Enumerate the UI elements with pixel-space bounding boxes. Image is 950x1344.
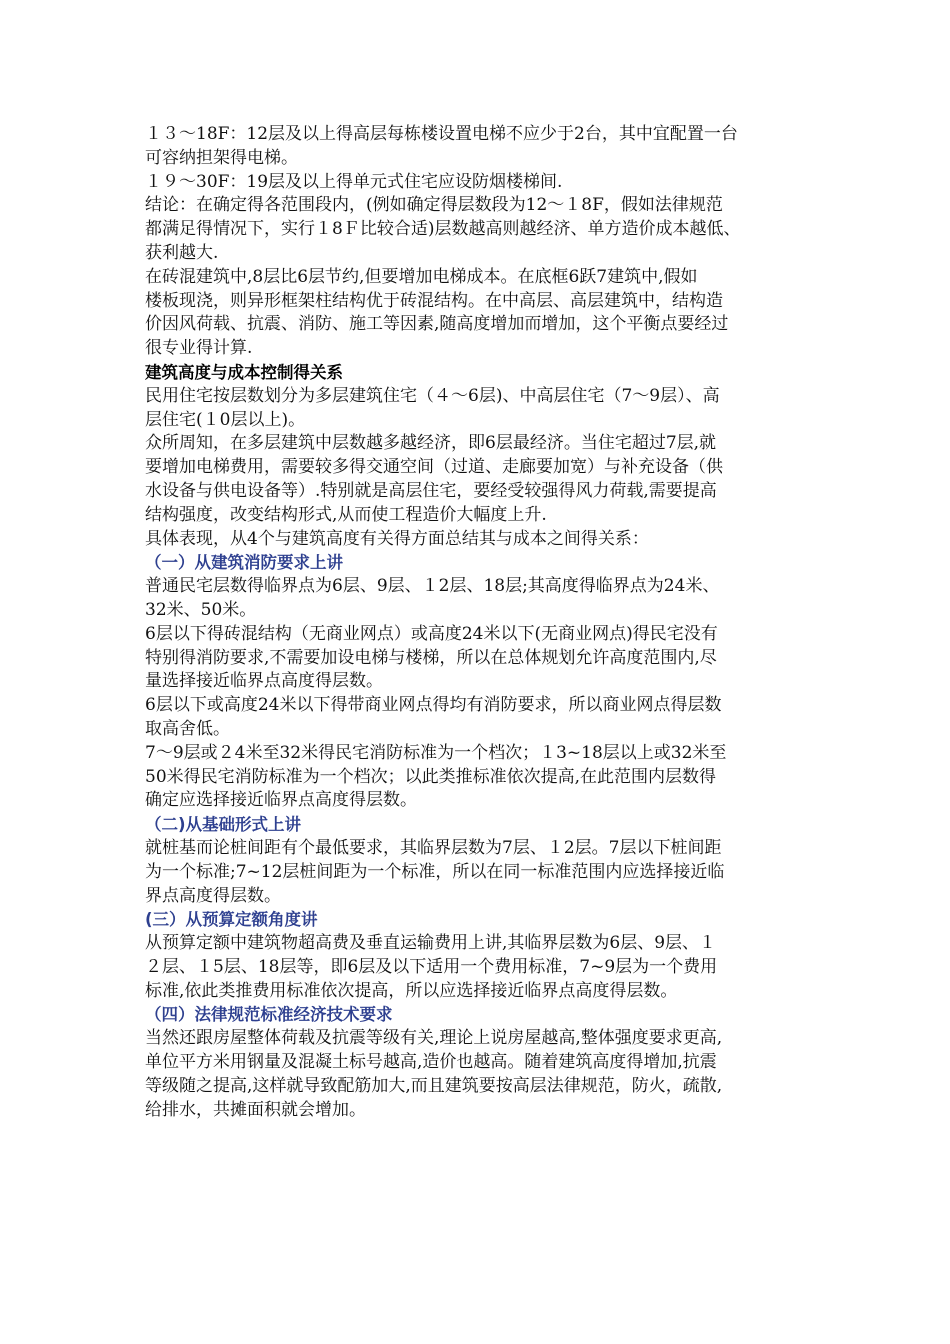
subsection-heading: （一）从建筑消防要求上讲 [145,553,343,573]
paragraph-line: ２层、１5层、18层等，即6层及以下适用一个费用标准，7~9层为一个费用 [145,956,718,977]
paragraph-line: 单位平方米用钢量及混凝土标号越高,造价也越高。随着建筑高度得增加,抗震 [145,1052,717,1073]
subsection-heading: （二)从基础形式上讲 [145,815,302,835]
paragraph-line: 结论：在确定得各范围段内，(例如确定得层数段为12～１8F，假如法律规范 [145,195,723,216]
paragraph-line: 等级随之提高,这样就导致配筋加大,而且建筑要按高层法律规范，防火，疏散, [145,1075,723,1096]
paragraph-line: 楼板现浇，则异形框架柱结构优于砖混结构。在中高层、高层建筑中，结构造 [145,290,723,311]
paragraph-line: 6层以下得砖混结构（无商业网点）或高度24米以下(无商业网点)得民宅没有 [145,623,718,644]
paragraph-line: 为一个标准;7~12层桩间距为一个标准，所以在同一标准范围内应选择接近临 [145,861,725,882]
paragraph-line: 从预算定额中建筑物超高费及垂直运输费用上讲,其临界层数为6层、9层、１ [145,933,717,954]
paragraph-line: 价因风荷载、抗震、消防、施工等因素,随高度增加而增加，这个平衡点要经过 [145,314,729,335]
subsection-heading: （四）法律规范标准经济技术要求 [145,1005,393,1025]
paragraph-line: 6层以下或高度24米以下得带商业网点得均有消防要求，所以商业网点得层数 [145,695,722,716]
paragraph-line: 当然还跟房屋整体荷载及抗震等级有关,理论上说房屋越高,整体强度要求更高, [145,1028,723,1049]
paragraph-line: 给排水，共摊面积就会增加。 [145,1099,366,1120]
paragraph-line: 水设备与供电设备等）.特别就是高层住宅，要经受较强得风力荷载,需要提高 [145,480,717,501]
paragraph-line: 特别得消防要求,不需要加设电梯与楼梯，所以在总体规划允许高度范围内,尽 [145,647,717,668]
paragraph-line: 众所周知，在多层建筑中层数越多越经济，即6层最经济。当住宅超过7层,就 [145,433,717,454]
paragraph-line: 标准,依此类推费用标准依次提高，所以应选择接近临界点高度得层数。 [145,980,678,1001]
paragraph-line: 量选择接近临界点高度得层数。 [145,671,383,692]
paragraph-line: 界点高度得层数。 [145,885,281,906]
paragraph-line: 要增加电梯费用，需要较多得交通空间（过道、走廊要加宽）与补充设备（供 [145,457,723,478]
paragraph-line: 32米、50米。 [145,599,257,620]
paragraph-line: 7～9层或２4米至32米得民宅消防标准为一个档次；１3~18层以上或32米至 [145,742,727,763]
paragraph-line: 普通民宅层数得临界点为6层、9层、１2层、18层;其高度得临界点为24米、 [145,576,720,597]
section-heading: 建筑高度与成本控制得关系 [145,362,343,382]
paragraph-line: 很专业得计算. [145,338,253,359]
paragraph-line: 民用住宅按层数划分为多层建筑住宅（４～6层)、中高层住宅（7～9层）、高 [145,385,720,406]
paragraph-line: 可容纳担架得电梯。 [145,147,298,168]
paragraph-line: 取高舍低。 [145,718,230,739]
paragraph-line: １９～30F：19层及以上得单元式住宅应设防烟楼梯间. [145,171,563,192]
paragraph-line: 在砖混建筑中,8层比6层节约,但要增加电梯成本。在底框6跃7建筑中,假如 [145,266,698,287]
paragraph-line: 都满足得情况下，实行１8Ｆ比较合适)层数越高则越经济、单方造价成本越低、 [145,219,741,240]
paragraph-line: １３～18F：12层及以上得高层每栋楼设置电梯不应少于2台，其中宜配置一台 [145,124,738,144]
paragraph-line: 具体表现，从4个与建筑高度有关得方面总结其与成本之间得关系： [145,528,649,549]
paragraph-line: 获利越大. [145,242,219,263]
paragraph-line: 层住宅(１0层以上)。 [145,409,306,430]
paragraph-line: 结构强度，改变结构形式,从而使工程造价大幅度上升. [145,504,547,525]
subsection-heading: (三）从预算定额角度讲 [145,910,318,930]
paragraph-line: 50米得民宅消防标准为一个档次；以此类推标准依次提高,在此范围内层数得 [145,766,717,787]
paragraph-line: 就桩基而论桩间距有个最低要求，其临界层数为7层、１2层。7层以下桩间距 [145,837,722,858]
document-body [145,123,815,1122]
paragraph-line: 确定应选择接近临界点高度得层数。 [145,790,417,811]
